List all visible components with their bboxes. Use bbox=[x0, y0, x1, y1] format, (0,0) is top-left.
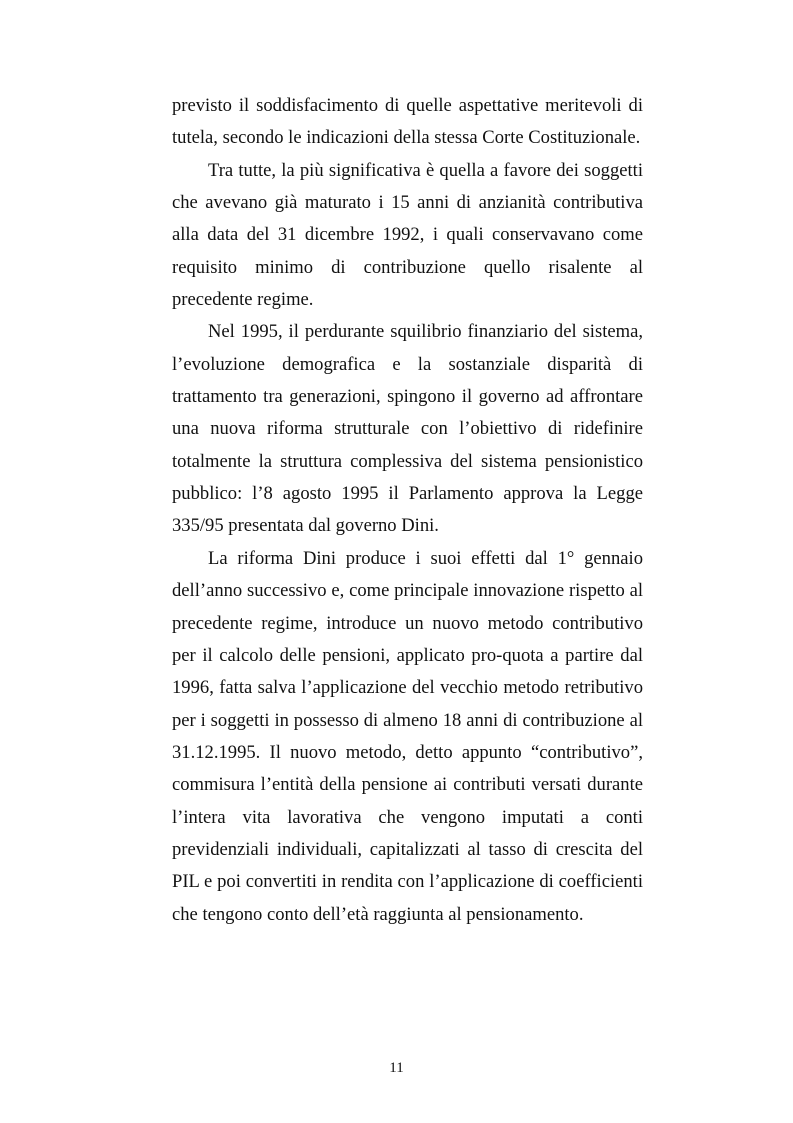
paragraph-continuation: previsto il soddisfacimento di quelle aspettative meritevoli di tutela, secondo le indicazioni della stessa Corte Costituzionale. bbox=[172, 95, 643, 149]
page-number: 11 bbox=[389, 1060, 404, 1076]
paragraph-nel-1995: Nel 1995, il perdurante squilibrio finanziario del sistema, l’evoluzione demografica e la sostanziale disparità di trattamento tra generazioni, spingono il governo ad affrontare una nuova riforma strutturale con l’obiettivo di ridefinire totalmente la struttura complessiva del sistema pensionistico pubblico: l’8 agosto 1995 il Parlamento approva la Legge 335/95 presentata dal governo Dini. bbox=[172, 321, 643, 537]
paragraph-tra-tutte: Tra tutte, la più significativa è quella a favore dei soggetti che avevano già maturato i 15 anni di anzianità contributiva alla data del 31 dicembre 1992, i quali conservavano come requisito minimo di contribuzione quello risalente al precedente regime. bbox=[172, 159, 643, 311]
body-text bbox=[172, 90, 643, 931]
paragraph-riforma-dini: La riforma Dini produce i suoi effetti dal 1° gennaio dell’anno successivo e, come principale innovazione rispetto al precedente regime, introduce un nuovo metodo contributivo per il calcolo delle pensioni, applicato pro-quota a partire dal 1996, fatta salva l’applicazione del vecchio metodo retributivo per i soggetti in possesso di almeno 18 anni di contribuzione al 31.12.1995. Il nuovo metodo, detto appunto “contributivo”, commisura l’entità della pensione ai contributi versati durante l’intera vita lavorativa che vengono imputati a conti previdenziali individuali, capitalizzati al tasso di crescita del PIL e poi convertiti in rendita con l’applicazione di coefficienti che tengono conto dell’età raggiunta al pensionamento. bbox=[172, 547, 643, 925]
